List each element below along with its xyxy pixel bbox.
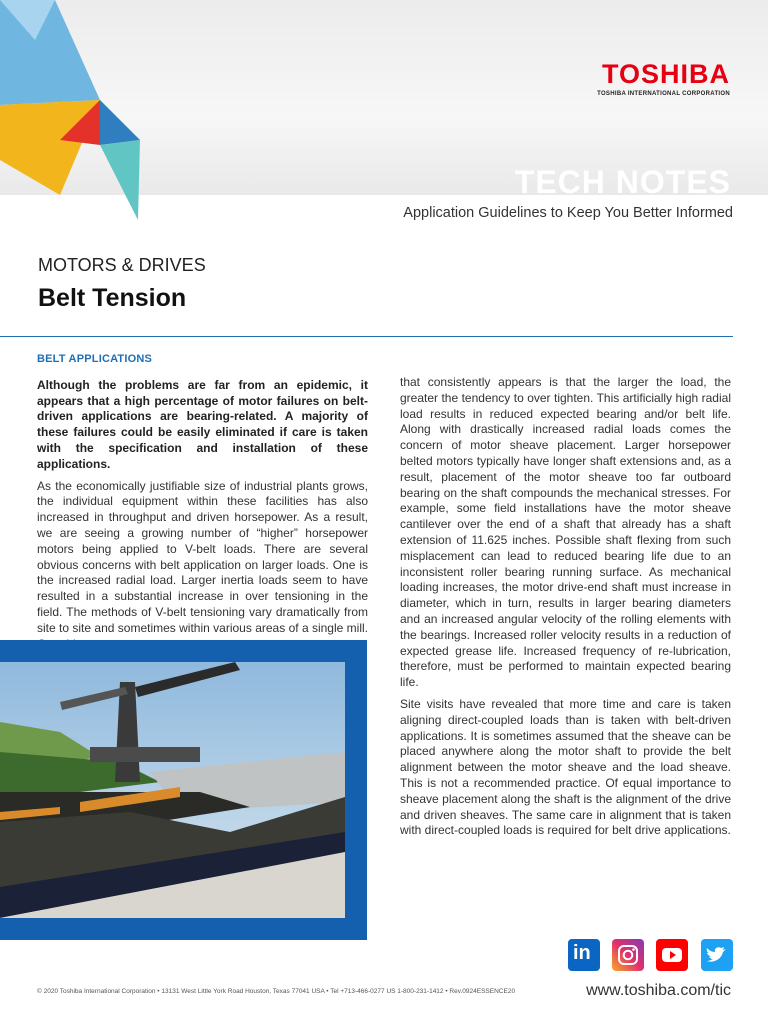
twitter-glyph (701, 939, 733, 971)
divider (0, 336, 733, 337)
header-banner (0, 0, 768, 200)
tech-notes-heading: TECH NOTES (514, 164, 731, 200)
body-paragraph-2: that consistently appears is that the larger the load, the greater the tendency to over tighten. This artificially high radial load results in reduced expected bearing and/or belt life. Along with drastically increased radial loads comes the concern of motor sheave placement. Larger horsepower belted motors typically have longer shaft extensions and, as a result, placement of the motor sheave too far outboard bearing on the shaft compounds the mechanical stresses. For example, some field installations have the motor sheave cantilever over the end of a shaft that already has a shaft extension of 11.625 inches. Possible shaft flexing from such misplacement can lead to reduced bearing life due to an inconsistent roller bearing running surface. As mechanical loading increases, the motor drive-end shaft must increase in diameter, which in turn, results in larger bearing diameters and an increased angular velocity of the rolling elements with the bearings. Increased roller velocity results in a reduction of expected grease life. Increased frequency of re-lubrication, therefore, must be performed to maintain expected bearing life. (400, 375, 731, 690)
instagram-icon[interactable] (612, 939, 644, 971)
conveyor-photo (0, 662, 345, 918)
linkedin-label: in (573, 942, 591, 964)
logo-brand: TOSHIBA (601, 59, 730, 89)
body-paragraph-3: Site visits have revealed that more time and care is taken aligning direct-coupled loads than is taken with belt-driven applications. It is sometimes assumed that the sheave can be placed anywhere along the motor shaft to provide the belt alignment between the motor sheave and the load sheave. This is not a recommended practice. Of equal importance to sheave placement along the shaft is the alignment of the drive and driven sheaves. The same care in alignment that is taken with direct-coupled loads is required for belt drive applications. (400, 696, 731, 838)
right-column (400, 375, 731, 845)
section-heading: BELT APPLICATIONS (37, 353, 153, 365)
youtube-icon[interactable] (656, 939, 688, 971)
linkedin-icon[interactable] (568, 939, 600, 971)
footer-legal: © 2020 Toshiba International Corporation • 13131 West Little York Road Houston, Texas 77041 USA • Tel +713-466-0277 US 1-800-231-1412 • Rev.0924ESSENCE20 (37, 988, 516, 995)
logo-subtitle: TOSHIBA INTERNATIONAL CORPORATION (597, 91, 730, 97)
twitter-icon[interactable] (701, 939, 733, 971)
photo-frame (0, 640, 367, 940)
lead-paragraph: Although the problems are far from an epidemic, it appears that a high percentage of motor failures on belt-driven applications are bearing-related. A majority of these failures could be easily eliminated if care is taken with the specification and installation of these applications. (37, 377, 368, 471)
left-column (37, 352, 368, 658)
body-paragraph-1: As the economically justifiable size of industrial plants grows, the individual equipment within these facilities has also increased in throughput and driven horsepower. As a result, we are seeing a growing number of “higher” horsepower motors being applied to V-belt loads. There are several obvious concerns with belt application on larger loads. One is the increased radial load. Larger inertia loads seem to have resulted in a substantial increase in over tensioning in the field. The methods of V-belt tensioning vary dramatically from site to site and sometimes within various areas of a single mill. (37, 478, 368, 635)
category-label: MOTORS & DRIVES (38, 255, 206, 275)
page-title: Belt Tension (38, 284, 187, 312)
tagline: Application Guidelines to Keep You Better Informed (403, 205, 733, 221)
youtube-glyph (656, 939, 688, 971)
geometric-decoration (0, 0, 150, 225)
website-link[interactable]: www.toshiba.com/tic (586, 982, 731, 999)
toshiba-logo (597, 60, 730, 97)
instagram-glyph (612, 939, 644, 971)
